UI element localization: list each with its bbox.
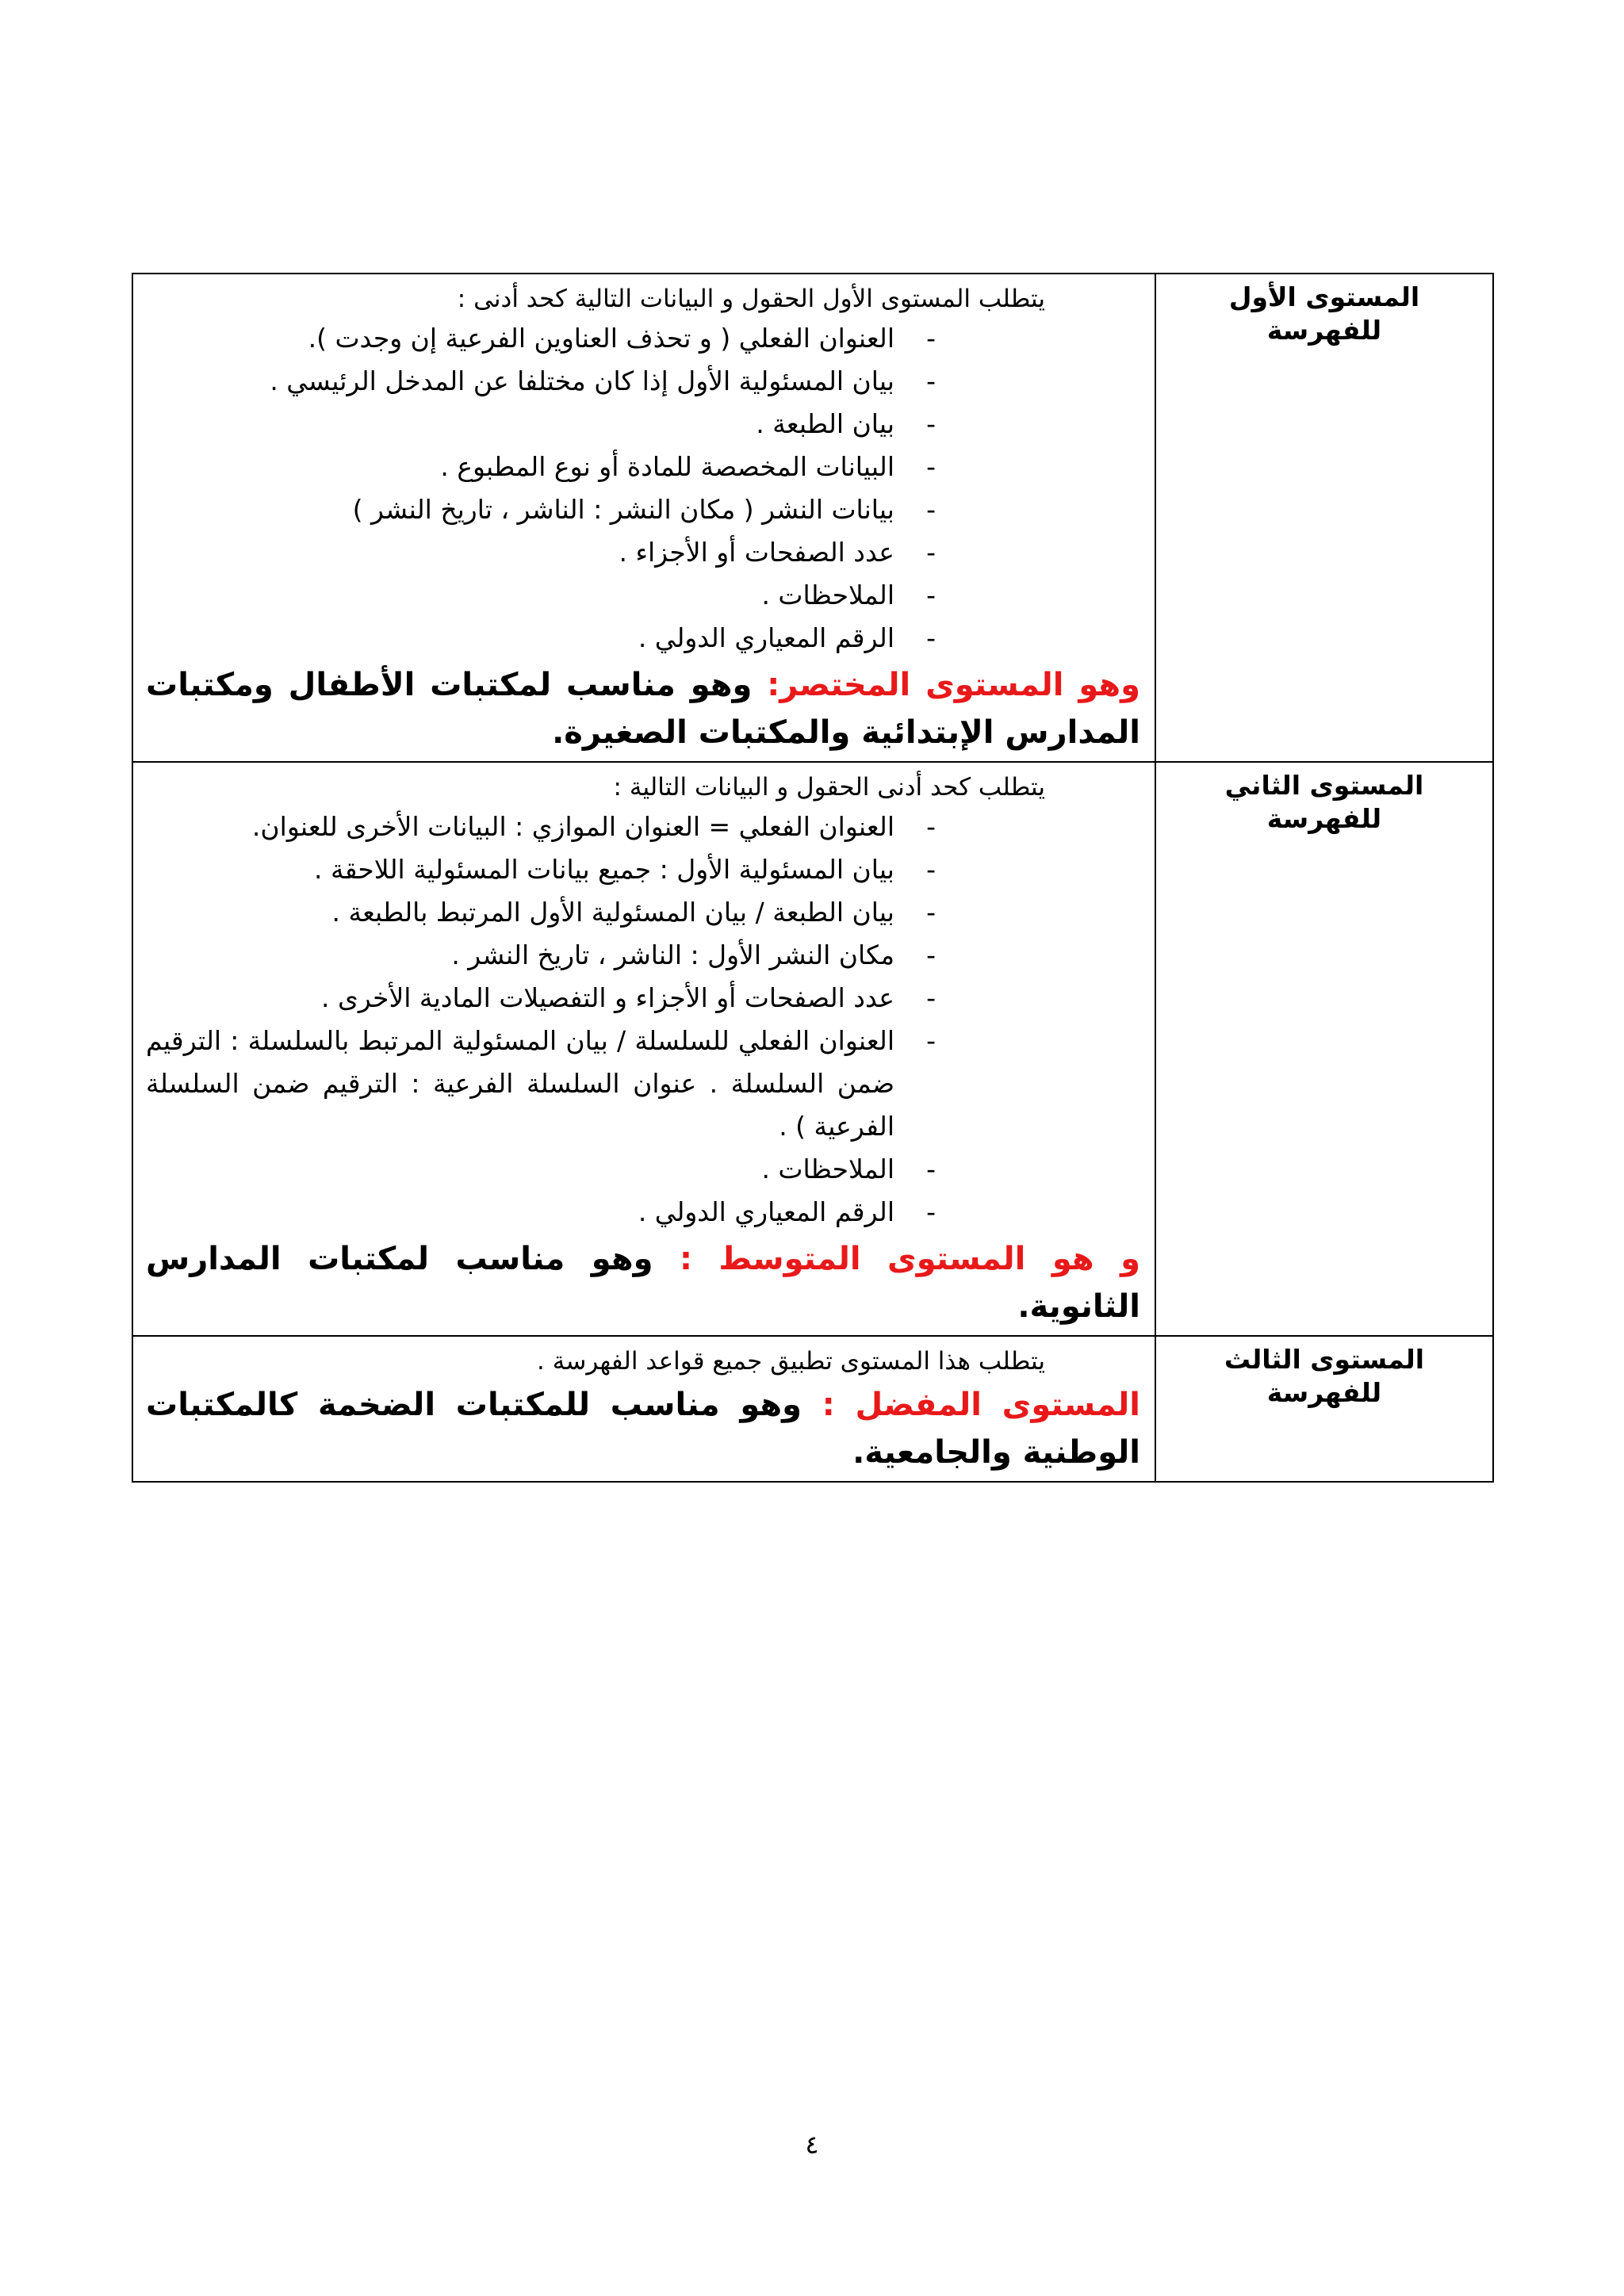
level-summary (146, 1235, 1140, 1330)
level-title-cell (1155, 1336, 1493, 1482)
table-row (132, 1336, 1493, 1482)
level-intro: يتطلب المستوى الأول الحقول و البيانات التالية كحد أدنى : (457, 285, 1045, 313)
level-title-line: المستوى الثاني (1224, 770, 1424, 801)
summary-highlight: و هو المستوى المتوسط : (679, 1241, 1140, 1277)
summary-highlight: وهو المستوى المختصر: (767, 667, 1141, 703)
level-title-line: للفهرسة (1266, 803, 1382, 834)
level-title-line: للفهرسة (1266, 315, 1382, 346)
required-fields-list (146, 317, 1140, 660)
list-item: - عدد الصفحات أو الأجزاء و التفصيلات المادية الأخرى . (146, 977, 1140, 1020)
summary-text: وهو مناسب للمكتبات الضخمة كالمكتبات الوطنية والجامعية. (146, 1387, 1140, 1471)
level-summary (146, 661, 1140, 756)
list-item: - الملاحظات . (146, 574, 1140, 617)
list-item: - العنوان الفعلي = العنوان الموازي : البيانات الأخرى للعنوان. (146, 806, 1140, 848)
level-intro: يتطلب كحد أدنى الحقول و البيانات التالية : (613, 773, 1045, 802)
list-item: - العنوان الفعلي للسلسلة / بيان المسئولية المرتبط بالسلسلة : الترقيم ضمن السلسلة . عنوان السلسلة الفرعية : الترقيم ضمن السلسلة الفرعية ) . (146, 1020, 1140, 1148)
level-content-cell (132, 1336, 1155, 1482)
list-item: - عدد الصفحات أو الأجزاء . (146, 531, 1140, 574)
summary-text: وهو مناسب لمكتبات الأطفال ومكتبات المدارس الإبتدائية والمكتبات الصغيرة. (146, 667, 1140, 751)
list-item: - بيان الطبعة / بيان المسئولية الأول المرتبط بالطبعة . (146, 891, 1140, 934)
level-content-cell (132, 762, 1155, 1336)
list-item: - الملاحظات . (146, 1148, 1140, 1191)
level-content-cell (132, 274, 1155, 762)
table-row (132, 274, 1493, 762)
list-item: - العنوان الفعلي ( و تحذف العناوين الفرعية إن وجدت ). (146, 317, 1140, 360)
cataloging-levels-table (132, 273, 1494, 1483)
summary-highlight: المستوى المفضل : (822, 1387, 1140, 1423)
level-title-line: المستوى الأول (1228, 281, 1420, 312)
summary-text: وهو مناسب لمكتبات المدارس الثانوية. (146, 1241, 1140, 1325)
level-summary (146, 1381, 1140, 1476)
list-item: - الرقم المعياري الدولي . (146, 1191, 1140, 1234)
level-intro: يتطلب هذا المستوى تطبيق جميع قواعد الفهرسة . (537, 1347, 1045, 1376)
required-fields-list (146, 806, 1140, 1234)
list-item: - بيان المسئولية الأول : جميع بيانات المسئولية اللاحقة . (146, 848, 1140, 891)
level-title-cell (1155, 274, 1493, 762)
list-item: - بيان الطبعة . (146, 403, 1140, 446)
table-row (132, 762, 1493, 1336)
list-item: - بيانات النشر ( مكان النشر : الناشر ، تاريخ النشر ) (146, 488, 1140, 531)
list-item: - البيانات المخصصة للمادة أو نوع المطبوع . (146, 446, 1140, 488)
list-item: - الرقم المعياري الدولي . (146, 617, 1140, 660)
level-title-line: المستوى الثالث (1224, 1344, 1425, 1375)
list-item: - بيان المسئولية الأول إذا كان مختلفا عن المدخل الرئيسي . (146, 360, 1140, 403)
list-item: - مكان النشر الأول : الناشر ، تاريخ النشر . (146, 934, 1140, 977)
page-number: ٤ (805, 2130, 819, 2160)
level-title-line: للفهرسة (1266, 1377, 1382, 1408)
level-title-cell (1155, 762, 1493, 1336)
